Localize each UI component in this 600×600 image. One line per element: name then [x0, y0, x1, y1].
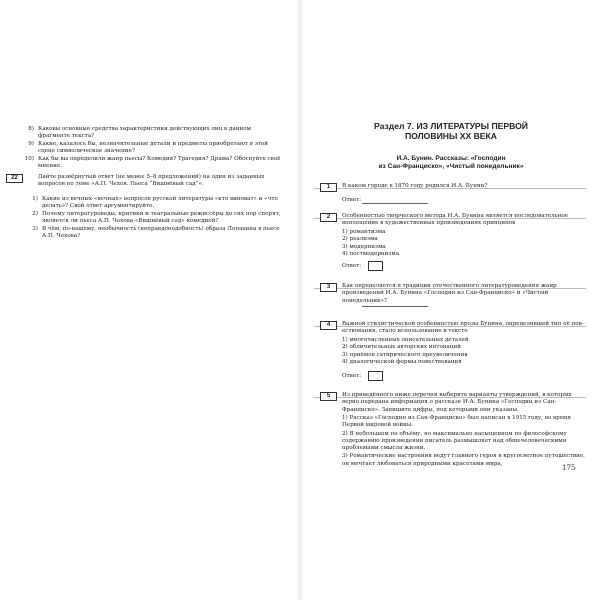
answer-label: Ответ: — [342, 197, 362, 203]
task-number-box: 2 — [320, 213, 337, 222]
option-list: 1) многочисленных описательных деталей 2) обличительных авторских интонаций 3) приёмов сатирического преувеличения 4) диалогической формы повествования — [342, 337, 469, 365]
answer-label: Ответ: — [342, 373, 362, 379]
section-title: Раздел 7. ИЗ ЛИТЕРАТУРЫ ПЕРВОЙ ПОЛОВИНЫ XX ВЕКА — [374, 121, 528, 141]
section-subtitle: И.А. Бунин. Рассказы: «Господин из Сан-Франциско», «Чистый понедельник» — [378, 155, 524, 170]
task-text: Из приведённого ниже перечня выберите варианты утверждений, в которых верно передана информация о рассказе И.А. Бунина «Господин из Сан-Франциско». Запишите цифры, под которыми они указаны. — [342, 392, 572, 413]
task-number-box: 4 — [320, 321, 337, 330]
right-page — [300, 0, 600, 600]
task-text: Особенностью творческого метода И.А. Бунина является последовательное воплощение в художественных произведениях принципов — [342, 213, 569, 227]
option-list: 1) Рассказ «Господин из Сан-Франциско» был написан в 1915 году, во время Первой мировой войны. 2) В небольшом по объёму, но максимально насыщенном по философскому содержанию произведении писатель размышляет над общечеловеческими проблемами смысла жизни. 3) Романтические настроения ведут главного героя в кругосветное путешествие, он мечтает любоваться природными красотами мира, — [342, 415, 585, 467]
answer-line[interactable] — [362, 203, 428, 204]
task-text: В каком городе в 1870 году родился И.А. Бунин? — [342, 183, 488, 189]
task-number-box: 1 — [320, 183, 337, 192]
task-number-box: 5 — [320, 392, 337, 401]
page-number: 175 — [562, 464, 576, 472]
answer-box[interactable] — [368, 261, 383, 271]
task-text: Как определяется в традиции отечественного литературоведения жанр произведений И.А. Бунина «Господин из Сан-Франциско» и «Чистый понедельник»? — [342, 283, 557, 304]
answer-line[interactable] — [362, 306, 428, 307]
task-number-box: 3 — [320, 283, 337, 292]
task-number-box: 22 — [6, 174, 23, 183]
option-list: 1) романтизма 2) реализма 3) модернизма 4) постмодернизма — [342, 229, 400, 257]
answer-box[interactable] — [368, 371, 383, 381]
task-text: Важной стилистической особенностью прозы Бунина, определившей тип её повествования, стало использование в тексте — [342, 321, 584, 335]
answer-label: Ответ: — [342, 263, 362, 269]
left-page: 8) Каковы основные средства характеристики действующих лиц в данном фрагменте текста? 9) Какие, казалось бы, незначительные детали и предметы приобретают в этой сцене символическое значение? 10) Как бы вы определили жанр пьесы? Комедия? Трагедия? Драма? Обоснуйте своё мнение. 22 Дайте развёрнутый ответ (не менее 5–8 предложений) на один из заданных вопросов по теме «А.П. Чехов. Пьеса “Вишнёвый сад”». 1) Какие из вечных «вечных» вопросов русской литературы «кто виноват» и «что делать»? Свой ответ аргументируйте. 2) Почему литературоведы, критики и театральные режиссёры до сих пор спорят, является ли пьеса А.П. Чехова «Вишнёвый сад» комедией? 3) В чём, по-вашему, необычность (неправдоподобность) образа Лопахина в пьесе А.П. Чехова? — [0, 0, 300, 600]
